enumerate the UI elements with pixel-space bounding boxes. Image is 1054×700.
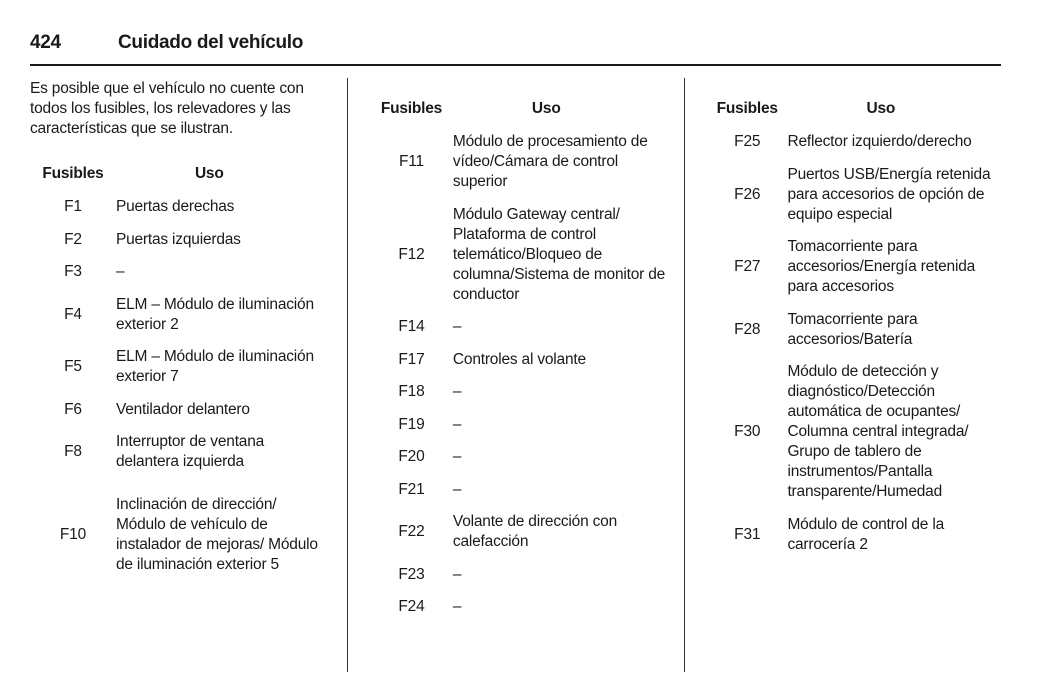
fuse-usage: Inclinación de dirección/ Módulo de vehículo de instalador de mejoras/ Módulo de iluminación exterior 5 — [115, 495, 318, 573]
fuse-id: F30 — [734, 423, 761, 441]
fuse-id: F24 — [398, 598, 425, 616]
column-divider — [684, 78, 685, 672]
table-row — [370, 311, 670, 344]
fuse-usage: – — [115, 263, 125, 281]
table-row — [370, 199, 670, 312]
fuse-usage: Volante de dirección con calefacción — [452, 513, 618, 551]
fuse-id: F20 — [398, 448, 425, 466]
table-header-row — [370, 100, 670, 126]
fuse-usage: Ventilador delantero — [115, 400, 250, 418]
fuse-id: F27 — [734, 258, 761, 276]
table-row — [707, 126, 1007, 159]
table-row — [30, 256, 330, 289]
fuse-id: F2 — [64, 230, 82, 248]
fuse-id: F26 — [734, 185, 761, 203]
page-title: Cuidado del vehículo — [118, 32, 304, 53]
fuse-usage: Puertas izquierdas — [115, 230, 241, 248]
table-row — [30, 479, 330, 592]
table-row — [707, 304, 1007, 357]
table-row — [370, 506, 670, 559]
table-row — [707, 231, 1007, 304]
fuse-id: F8 — [64, 443, 82, 461]
fuse-id: F31 — [734, 525, 761, 543]
table-row — [30, 224, 330, 257]
fuse-id: F25 — [734, 133, 761, 151]
fuse-id: F19 — [398, 415, 425, 433]
table-row — [30, 394, 330, 427]
column-3 — [707, 78, 1007, 561]
fuse-id: F10 — [59, 525, 87, 543]
column-1 — [30, 78, 330, 591]
fuse-id: F22 — [398, 523, 425, 541]
header-fuses: Fusibles — [42, 165, 104, 182]
fuse-id: F14 — [398, 318, 425, 336]
fuse-usage: Módulo de control de la carrocería 2 — [787, 515, 944, 553]
fuse-table-2 — [370, 100, 670, 624]
fuse-usage: Puertas derechas — [115, 198, 235, 216]
fuse-table-1 — [30, 165, 330, 591]
fuse-id: F23 — [398, 565, 425, 583]
fuse-usage: Módulo de procesamiento de vídeo/Cámara de control superior — [452, 133, 648, 191]
fuse-id: F18 — [398, 383, 425, 401]
column-divider — [347, 78, 348, 672]
table-row — [707, 159, 1007, 232]
page-header — [30, 30, 1001, 66]
fuse-usage: Tomacorriente para accesorios/Energía retenida para accesorios — [787, 238, 976, 296]
header-use: Uso — [194, 165, 224, 182]
table-header-row — [707, 100, 1007, 126]
page-number: 424 — [30, 32, 61, 53]
fuse-usage: Módulo Gateway central/ Plataforma de control telemático/Bloqueo de columna/Sistema de monitor de conductor — [452, 205, 666, 303]
fuse-usage: – — [452, 383, 462, 401]
fuse-usage: ELM – Módulo de iluminación exterior 7 — [115, 348, 314, 386]
table-row — [370, 126, 670, 199]
header-fuses: Fusibles — [716, 100, 778, 117]
intro-text: Es posible que el vehículo no cuente con todos los fusibles, los relevadores y las características que se ilustran. — [30, 80, 304, 137]
fuse-usage: – — [452, 565, 462, 583]
table-row — [370, 474, 670, 507]
fuse-usage: Módulo de detección y diagnóstico/Detección automática de ocupantes/ Columna central integrada/ Grupo de tablero de instrumentos/Pantalla transparente/Humedad — [787, 363, 969, 501]
table-row — [370, 376, 670, 409]
fuse-usage: Puertos USB/Energía retenida para accesorios de opción de equipo especial — [787, 165, 991, 223]
fuse-id: F5 — [64, 358, 82, 376]
table-row — [370, 559, 670, 592]
header-fuses: Fusibles — [380, 100, 443, 117]
fuse-usage: Interruptor de ventana delantera izquierda — [115, 433, 265, 471]
column-2 — [370, 78, 670, 624]
fuse-id: F21 — [398, 480, 425, 498]
fuse-id: F28 — [734, 320, 761, 338]
fuse-usage: – — [452, 318, 462, 336]
fuse-id: F6 — [64, 400, 82, 418]
table-row — [707, 509, 1007, 562]
header-use: Uso — [531, 100, 561, 117]
fuse-usage: – — [452, 480, 462, 498]
table-row — [30, 426, 330, 479]
fuse-usage: Controles al volante — [452, 350, 586, 368]
table-row — [30, 289, 330, 342]
fuse-usage: – — [452, 448, 462, 466]
fuse-usage: ELM – Módulo de iluminación exterior 2 — [115, 295, 314, 333]
table-row — [370, 591, 670, 624]
table-header-row — [30, 165, 330, 191]
fuse-usage: Reflector izquierdo/derecho — [787, 133, 972, 151]
table-row — [370, 344, 670, 377]
table-row — [370, 441, 670, 474]
fuse-id: F4 — [64, 305, 82, 323]
header-use: Uso — [866, 100, 896, 117]
fuse-id: F12 — [398, 245, 425, 263]
fuse-id: F11 — [398, 153, 424, 171]
fuse-usage: – — [452, 598, 462, 616]
fuse-id: F3 — [64, 263, 82, 281]
fuse-id: F1 — [64, 198, 82, 216]
table-row — [707, 356, 1007, 509]
table-row — [370, 409, 670, 442]
table-row — [30, 191, 330, 224]
table-row — [30, 341, 330, 394]
fuse-usage: Tomacorriente para accesorios/Batería — [787, 310, 918, 348]
fuse-usage: – — [452, 415, 462, 433]
fuse-id: F17 — [398, 350, 425, 368]
fuse-table-3 — [707, 100, 1007, 561]
